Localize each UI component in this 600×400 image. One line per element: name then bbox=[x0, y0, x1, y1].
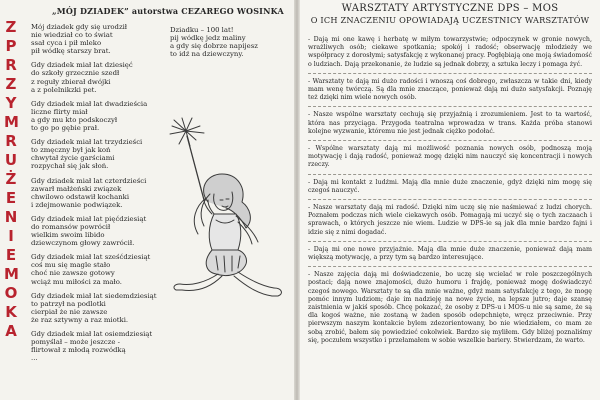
poem-stanza bbox=[31, 138, 155, 170]
poem-stanza bbox=[31, 177, 155, 209]
poem-stanza bbox=[31, 292, 155, 324]
poem-line: Gdy dziadek miał lat pięćdziesiąt bbox=[31, 214, 147, 223]
poem-column-2 bbox=[170, 26, 288, 64]
poem-line: flirtował z młodą rozwódką bbox=[31, 346, 126, 355]
vertical-title-letter: Z bbox=[5, 75, 17, 93]
statement-paragraph: - Dają mi one kawę i herbatę w miłym towarzystwie; odpoczynek w gronie nowych, wrażliwych osób; ciekawe spotkania; spokój i radość; obserwację młodzieży we współpracy z dorosłymi; satysfakcję z wykonanej pracy. Pogłębiają one moją świadomość o ludziach. Dają przekonanie, że ludzie są jednak dobrzy, a sztuka leczy i pomaga żyć. bbox=[308, 36, 592, 68]
poem-line: Gdy dziadek miał lat dwadzieścia bbox=[31, 99, 148, 108]
poem-line: wciąż mu miłości za mało. bbox=[31, 277, 122, 286]
vertical-title-letter: K bbox=[5, 303, 17, 321]
statement-paragraph: - Nasze wspólne warsztaty cechują się przyjaźnią i zrozumieniem. Jest to ta wartość, która nas przyciąga. Przygoda teatralna wprowadza w trans. Każda próba stanowi kolejne wyzwanie, któremu nie jest jednak ciężko podołać. bbox=[308, 106, 592, 140]
poem-line: to idź na dziewczyny. bbox=[170, 50, 244, 59]
poem-line: ssał cyca i pił mleko bbox=[31, 39, 102, 48]
vertical-title-letter: E bbox=[5, 189, 17, 207]
sparkler-icon bbox=[170, 118, 204, 200]
poem-line: z reguły zbierał dwójki bbox=[31, 77, 111, 86]
poem-line: pij wódkę jedz maliny bbox=[170, 34, 246, 43]
poem-line: dziewczynom głowy zawrócił. bbox=[31, 239, 135, 248]
poem-line: a gdy mu kto podskoczył bbox=[31, 115, 118, 124]
vertical-title-letter: M bbox=[4, 113, 19, 131]
poem-line: Gdy dziadek miał lat osiemdziesiąt bbox=[31, 330, 153, 338]
statement-paragraph: - Nasze zajęcia dają mi doświadczenie, bo uczę się wcielać w role poszczególnych postaci; dają nowe znajomości, dużo humoru i frajdę, ponieważ mogę doświadczyć czegoś nowego. Warsztaty te są dla mnie ważne, gdyż mam satysfakcję z tego, że mogę pomóc innym ludziom; daje im nadzieję na nowe życie, na lepsze jutro; daje szansę zaistnienia w jakiś sposób. Chcę pokazać, że osoby z DPS-u i MOS-u nie są same, że są dla kogoś ważne, nie zostaną w żaden sposób odepchnięte, wręcz przeciwnie. Przy pierwszym naszym kontakcie bylem zdezorientowany, bo nie wiedziałem, co mam ze sobą zrobić, bałem się powiedzieć cokolwiek. Bardzo się myliłem. Gdy bliżej poznaliśmy się, poczułem wszystko i przełamałem w sobie wszelkie bariery. Stwierdzam, że warto. bbox=[308, 266, 592, 349]
vertical-title-letter: Z bbox=[5, 18, 17, 36]
poem-line: coś mu się magle stało bbox=[31, 261, 111, 270]
poem-line: Gdy dziadek miał lat dziesięć bbox=[31, 61, 133, 70]
poem-line: to zmęczny był jak koń bbox=[31, 146, 111, 155]
poem-line: Mój dziadek gdy się urodził bbox=[31, 23, 128, 31]
vertical-title-letter: M bbox=[4, 265, 19, 283]
poem-line: liczne flirty miał bbox=[31, 107, 88, 116]
vertical-title-letter: E bbox=[5, 246, 17, 264]
poem-line: i zdejmowanie podwiązek. bbox=[31, 200, 123, 209]
statement-paragraph: - Warsztaty te dają mi dużo radości i wnoszą coś dobrego, zwłaszcza w takie dni, kiedy mam wenę twórczą. Są dla mnie znaczące, ponieważ dają mi dużo satysfakcji. Poznaję też dzięki nim wiele nowych osób. bbox=[308, 73, 592, 107]
workshop-title: WARSZTATY ARTYSTYCZNE DPS – MOS bbox=[341, 3, 559, 14]
poem-stanza bbox=[31, 23, 155, 55]
vertical-title-letter: R bbox=[5, 132, 17, 150]
statement-paragraph: - Nasze warsztaty dają mi radość. Dzięki nim uczę się nie naśmiewać z ludzi chorych. Poznałem podczas nich wiele ciekawych osób. Pomagają mi uczyć się o tych zaczaach i sprawach, o których jeszcze nie wiem. Ludzie w DPS-ie są jak dla mnie bardzo fajni i idzie się z nimi dogadać. bbox=[308, 199, 592, 241]
poem-title: „MÓJ DZIADEK” autorstwa CEZAREGO WOSINKA bbox=[52, 6, 284, 16]
poem-line: rozpychał się jak słoń. bbox=[31, 162, 109, 171]
poem-line: chwytał życie garściami bbox=[31, 154, 115, 163]
poem-line: pomyślał – może jeszcze - bbox=[31, 338, 120, 347]
poem-line: do szkoły grzecznie szedł bbox=[31, 69, 120, 78]
vertical-title-letter: P bbox=[5, 37, 17, 55]
poem-stanza bbox=[31, 100, 155, 132]
vertical-title-letter: Ż bbox=[5, 170, 17, 188]
poem-line: nie wiedział co to świat bbox=[31, 31, 113, 40]
poem-line: cierpiał że nie zawsze bbox=[31, 307, 108, 316]
poem-stanza bbox=[31, 215, 155, 247]
participant-statements bbox=[308, 34, 592, 349]
vertical-title-letter: R bbox=[5, 56, 17, 74]
poem-column-1 bbox=[31, 23, 155, 368]
poem-stanza bbox=[31, 61, 155, 93]
vertical-title bbox=[4, 18, 18, 341]
poem-line: a z polelnikzki pet. bbox=[31, 85, 97, 94]
poem-stanza bbox=[170, 26, 288, 58]
poem-line: Gdy dziadek miał lat sześćdziesiąt bbox=[31, 253, 151, 262]
vertical-title-letter: Y bbox=[5, 94, 17, 112]
poem-line: Dziadku – 100 lat! bbox=[170, 26, 234, 34]
vertical-title-letter: I bbox=[8, 227, 14, 245]
poem-line: pił wódkę starszy brat. bbox=[31, 47, 111, 56]
workshop-subtitle: O ICH ZNACZENIU OPOWIADAJĄ UCZESTNICY WARSZTATÓW bbox=[310, 15, 590, 25]
poem-line: to patrzył na podlotki bbox=[31, 299, 106, 308]
poem-line: wielkim swoim libido bbox=[31, 231, 105, 240]
statement-paragraph: - Dają mi kontakt z ludźmi. Mają dla mnie duże znaczenie, gdyż dzięki nim mogę się czegoś nauczyć. bbox=[308, 174, 592, 199]
poem-line: Gdy dziadek miał lat siedemdziesiąt bbox=[31, 291, 157, 300]
statement-paragraph: - Dają mi one nowe przyjaźnie. Mają dla mnie duże znaczenie, ponieważ dają mam większą motywację, a przy tym są bardzo interesujące. bbox=[308, 241, 592, 266]
poem-line: chwilowo odstawił kochanki bbox=[31, 192, 130, 201]
vertical-title-letter: A bbox=[5, 322, 17, 340]
poem-line: to go po gębie prał. bbox=[31, 124, 100, 133]
poem-line: Gdy dziadek miał lat trzydzieści bbox=[31, 138, 143, 147]
poem-stanza bbox=[31, 253, 155, 285]
vertical-title-letter: O bbox=[4, 284, 18, 302]
vertical-title-letter: N bbox=[4, 208, 18, 226]
poem-line: choć nie zawsze gotowy bbox=[31, 269, 115, 278]
poem-line: zawarł małżeński związek bbox=[31, 184, 122, 193]
poem-line: do romansów powrócił bbox=[31, 222, 111, 231]
poem-line: ... bbox=[31, 354, 38, 363]
vertical-title-letter: U bbox=[4, 151, 18, 169]
poem-line: Gdy dziadek miał lat czterdzieści bbox=[31, 176, 147, 185]
dancing-woman-illustration bbox=[146, 116, 296, 306]
poem-line: że raz sztywny a raz miotki. bbox=[31, 315, 129, 324]
poem-line: a gdy się dobrze napijesz bbox=[170, 42, 258, 51]
statement-paragraph: - Wspólne warsztaty dają mi możliwość poznania nowych osób, podnoszą moją motywację i dają radość, ponieważ mogę dzięki nim nauczyć się koncentracji i nowych rzeczy. bbox=[308, 140, 592, 174]
poem-stanza bbox=[31, 330, 155, 362]
